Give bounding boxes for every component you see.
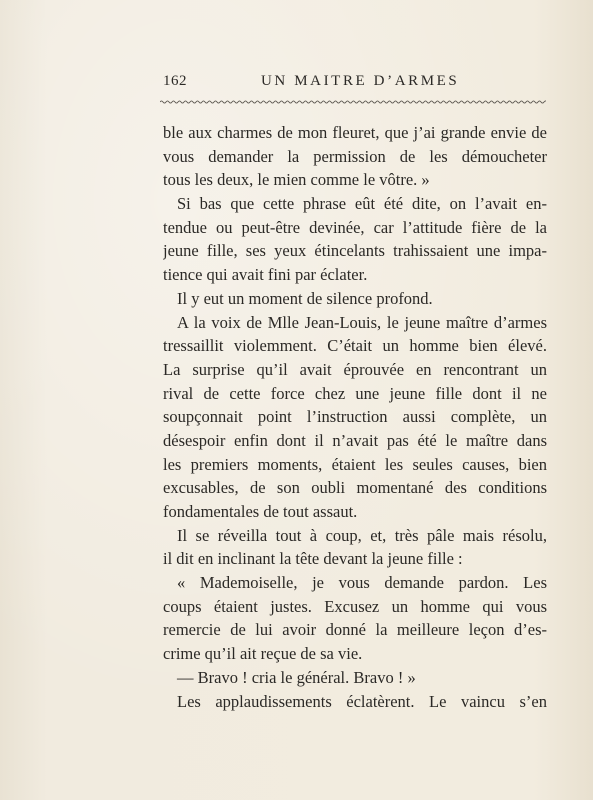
page-header (163, 71, 545, 93)
text-line: tience qui avait fini par éclater. (163, 265, 368, 285)
ornamental-wavy-rule (160, 99, 546, 105)
text-line: les premiers moments, étaient les seules causes, bien (163, 454, 547, 474)
text-line: ble aux charmes de mon fleuret, que j’ai grande envie de (163, 123, 547, 142)
text-line: La surprise qu’il avait éprouvée en rencontrant un (163, 359, 547, 379)
text-line: crime qu’il ait reçue de sa vie. (163, 644, 363, 664)
text-line: tous les deux, le mien comme le vôtre. » (163, 170, 430, 190)
text-line: Si bas que cette phrase eût été dite, on l’avait en- (177, 194, 547, 214)
text-line: vous demander la permission de les démoucheter (163, 146, 547, 166)
text-line: il dit en inclinant la tête devant la jeune fille : (163, 549, 463, 569)
text-line: fondamentales de tout assaut. (163, 502, 358, 521)
text-line: coups étaient justes. Excusez un homme qui vous (163, 596, 547, 616)
text-line: Il se réveilla tout à coup, et, très pâle mais résolu, (177, 525, 547, 545)
text-line: « Mademoiselle, je vous demande pardon. Les (177, 573, 547, 593)
text-line: — Bravo ! cria le général. Bravo ! » (177, 667, 416, 687)
text-line: A la voix de Mlle Jean-Louis, le jeune maître d’armes (177, 312, 547, 332)
text-line: remercie de lui avoir donné la meilleure leçon d’es- (163, 620, 547, 640)
text-line: soupçonnait point l’instruction aussi complète, un (163, 407, 547, 427)
running-title: UN MAITRE D’ARMES (261, 73, 460, 89)
text-line: désespoir enfin dont il n’avait pas été le maître dans (163, 430, 547, 450)
text-line: Il y eut un moment de silence profond. (177, 288, 433, 308)
page-number: 162 (163, 73, 187, 89)
body-text (163, 121, 547, 713)
text-line: excusables, de son oubli momentané des conditions (163, 478, 547, 498)
text-line: tressaillit violemment. C’était un homme bien élevé. (163, 336, 547, 356)
text-line: tendue ou peut-être devinée, car l’attitude fière de la (163, 217, 547, 237)
text-line: rival de cette force chez une jeune fille dont il ne (163, 383, 547, 403)
text-line: Les applaudissements éclatèrent. Le vaincu s’en (177, 691, 547, 711)
text-line: jeune fille, ses yeux étincelants trahissaient une impa- (163, 241, 547, 261)
